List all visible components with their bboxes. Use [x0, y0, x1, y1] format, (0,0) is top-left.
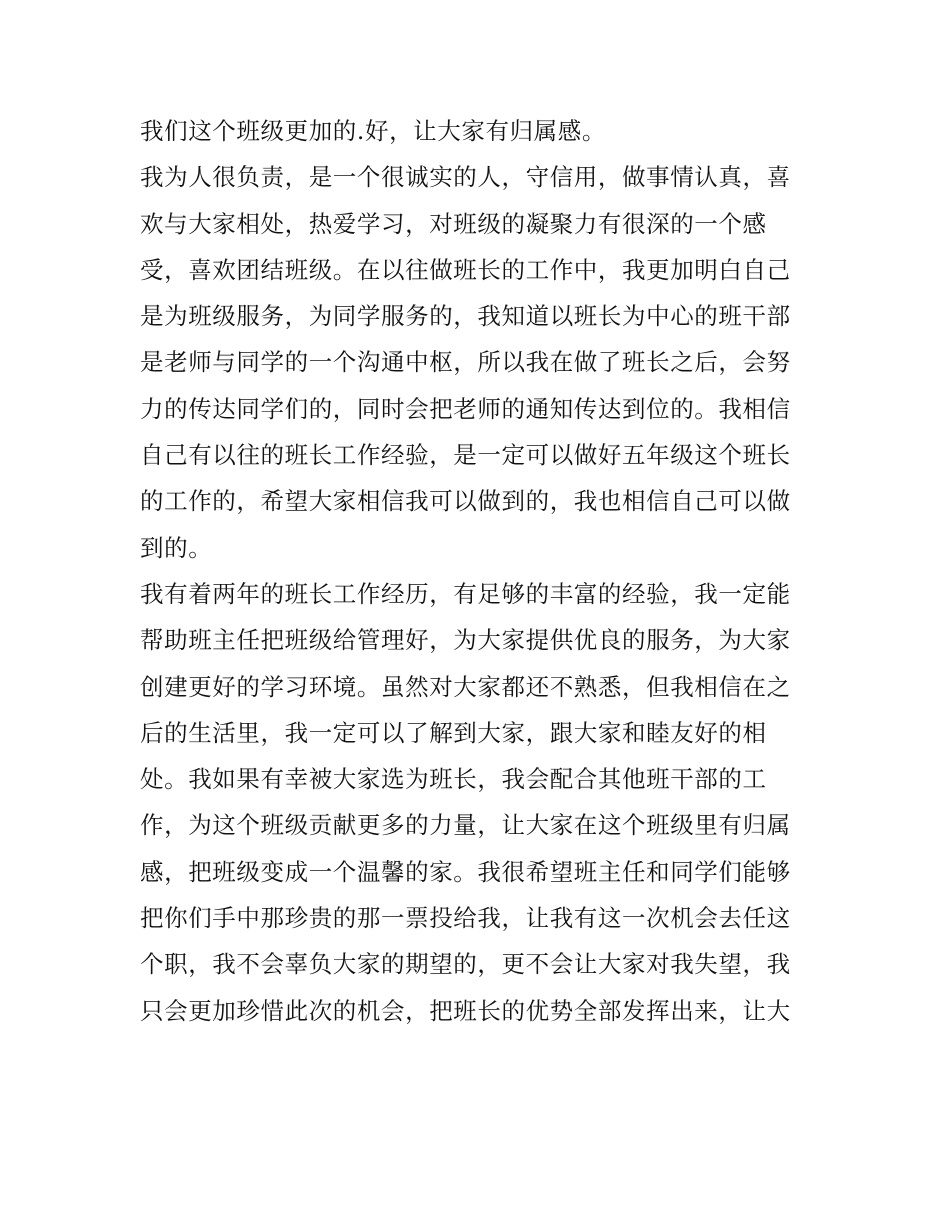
text-line: 我为人很负责，是一个很诚实的人，守信用，做事情认真，喜	[140, 163, 791, 192]
text-line: 把你们手中那珍贵的那一票投给我，让我有这一次机会去任这	[140, 904, 791, 933]
text-line: 我们这个班级更加的.好，让大家有归属感。	[140, 117, 606, 145]
text-line: 自己有以往的班长工作经验，是一定可以做好五年级这个班长	[140, 441, 791, 470]
text-line: 是为班级服务，为同学服务的，我知道以班长为中心的班干部	[140, 302, 791, 331]
text-line: 处。我如果有幸被大家选为班长，我会配合其他班干部的工	[140, 765, 767, 794]
text-line: 欢与大家相处，热爱学习，对班级的凝聚力有很深的一个感	[140, 209, 767, 238]
text-line: 感，把班级变成一个温馨的家。我很希望班主任和同学们能够	[140, 857, 791, 886]
text-line: 的工作的，希望大家相信我可以做到的，我也相信自己可以做	[140, 487, 791, 516]
text-line: 我有着两年的班长工作经历，有足够的丰富的经验，我一定能	[140, 579, 791, 608]
text-line: 帮助班主任把班级给管理好，为大家提供优良的服务，为大家	[140, 626, 791, 655]
document-body	[140, 108, 830, 1034]
text-line: 是老师与同学的一个沟通中枢，所以我在做了班长之后，会努	[140, 348, 791, 377]
text-line: 作，为这个班级贡献更多的力量，让大家在这个班级里有归属	[140, 811, 791, 840]
text-line: 到的。	[140, 533, 213, 562]
text-line: 个职，我不会辜负大家的期望的，更不会让大家对我失望，我	[140, 950, 791, 979]
text-line: 后的生活里，我一定可以了解到大家，跟大家和睦友好的相	[140, 718, 767, 747]
text-line: 只会更加珍惜此次的机会，把班长的优势全部发挥出来，让大	[140, 996, 791, 1025]
text-line: 力的传达同学们的，同时会把老师的通知传达到位的。我相信	[140, 394, 791, 423]
text-line: 受，喜欢团结班级。在以往做班长的工作中，我更加明白自己	[140, 255, 791, 284]
text-line: 创建更好的学习环境。虽然对大家都还不熟悉，但我相信在之	[140, 672, 791, 701]
